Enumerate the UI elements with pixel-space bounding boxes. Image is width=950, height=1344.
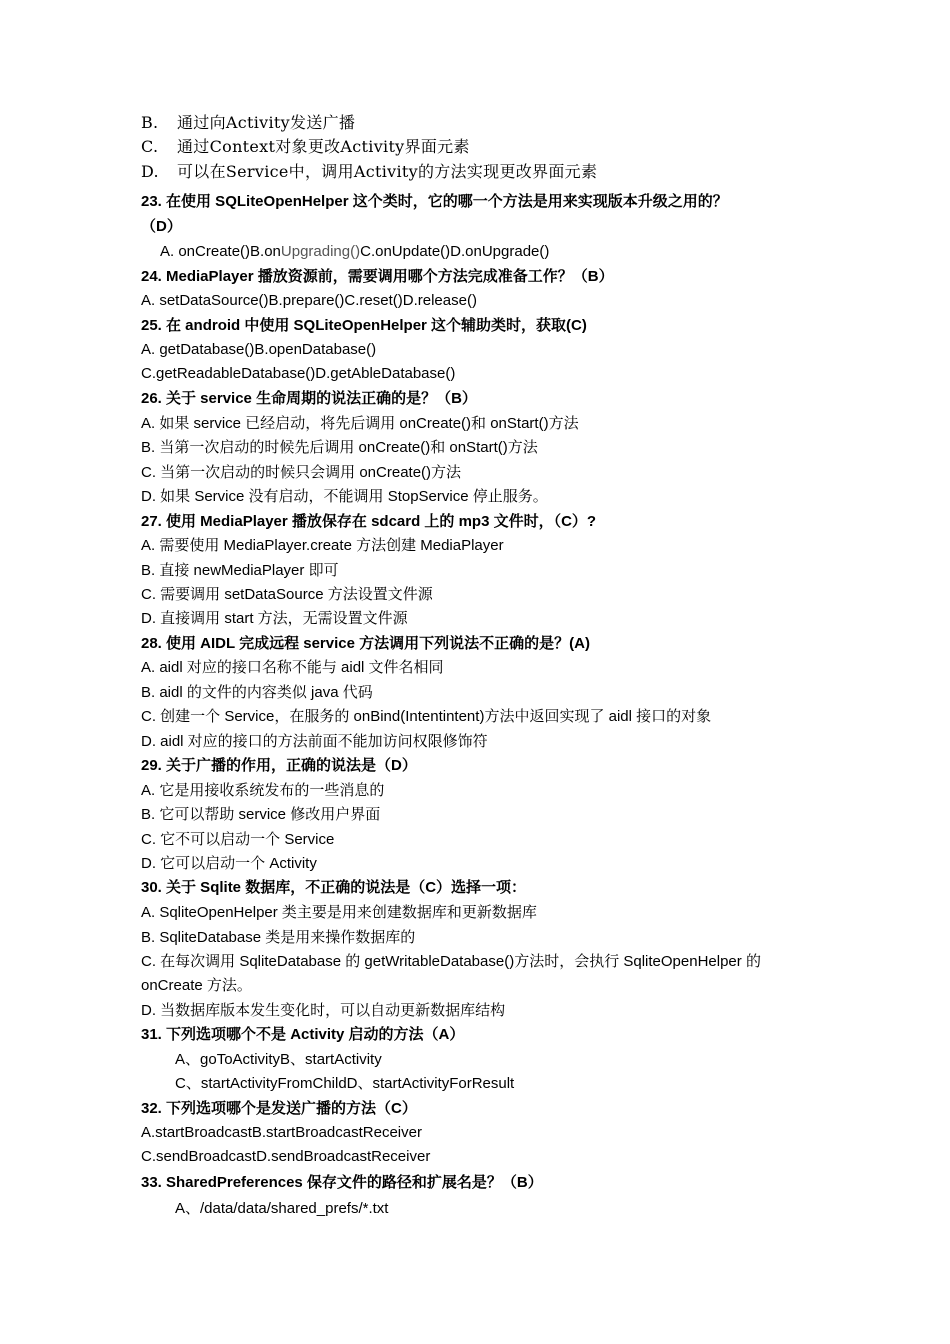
question-29: 29. 关于广播的作用，正确的说法是（D） bbox=[141, 757, 417, 774]
question-28-option-a: A. aidl 对应的接口名称不能与 aidl 文件名相同 bbox=[141, 659, 444, 676]
question-26-option-b: B. 当第一次启动的时候先后调用 onCreate()和 onStart()方法 bbox=[141, 439, 538, 456]
question-26-option-c: C. 当第一次启动的时候只会调用 onCreate()方法 bbox=[141, 464, 462, 481]
question-24: 24. MediaPlayer 播放资源前，需要调用哪个方法完成准备工作？（B） bbox=[141, 268, 614, 285]
question-29-option-c: C. 它不可以启动一个 Service bbox=[141, 831, 335, 848]
question-28-option-d: D. aidl 对应的接口的方法前面不能加访问权限修饰符 bbox=[141, 733, 488, 750]
question-26-option-d: D. 如果 Service 没有启动，不能调用 StopService 停止服务。 bbox=[141, 488, 548, 505]
question-31: 31. 下列选项哪个不是 Activity 启动的方法（A） bbox=[141, 1026, 465, 1043]
option-c: C. 通过Context对象更改Activity界面元素 bbox=[141, 137, 470, 156]
question-31-options-2: C、startActivityFromChildD、startActivityForResult bbox=[175, 1075, 515, 1092]
question-30-option-b: B. SqliteDatabase 类是用来操作数据库的 bbox=[141, 929, 416, 946]
question-28-option-c: C. 创建一个 Service，在服务的 onBind(Intentintent)方法中返回实现了 aidl 接口的对象 bbox=[141, 708, 712, 725]
question-33: 33. SharedPreferences 保存文件的路径和扩展名是？（B） bbox=[141, 1174, 543, 1191]
question-30-option-a: A. SqliteOpenHelper 类主要是用来创建数据库和更新数据库 bbox=[141, 904, 537, 921]
question-26-option-a: A. 如果 service 已经启动，将先后调用 onCreate()和 onStart()方法 bbox=[141, 415, 579, 432]
question-25-options-1: A. getDatabase()B.openDatabase() bbox=[141, 341, 377, 358]
question-33-option-a: A、/data/data/shared_prefs/*.txt bbox=[175, 1200, 389, 1217]
question-27-option-c: C. 需要调用 setDataSource 方法设置文件源 bbox=[141, 586, 433, 603]
question-29-option-a: A. 它是用接收系统发布的一些消息的 bbox=[141, 782, 385, 799]
question-23-options: A. onCreate()B.onUpgrading()C.onUpdate()D.onUpgrade() bbox=[160, 243, 550, 260]
question-23: 23. 在使用 SQLiteOpenHelper 这个类时，它的哪一个方法是用来实现版本升级之用的？ bbox=[141, 193, 728, 210]
question-30-option-c-cont: onCreate 方法。 bbox=[141, 977, 252, 994]
question-30: 30. 关于 Sqlite 数据库，不正确的说法是（C）选择一项： bbox=[141, 879, 527, 896]
question-32-options-2: C.sendBroadcastD.sendBroadcastReceiver bbox=[141, 1148, 431, 1165]
question-25-options-2: C.getReadableDatabase()D.getAbleDatabase() bbox=[141, 365, 456, 382]
question-26: 26. 关于 service 生命周期的说法正确的是？（B） bbox=[141, 390, 477, 407]
question-28: 28. 使用 AIDL 完成远程 service 方法调用下列说法不正确的是？(A) bbox=[141, 635, 590, 652]
question-29-option-d: D. 它可以启动一个 Activity bbox=[141, 855, 317, 872]
question-27-option-a: A. 需要使用 MediaPlayer.create 方法创建 MediaPlayer bbox=[141, 537, 504, 554]
option-b: B. 通过向Activity发送广播 bbox=[141, 113, 356, 132]
question-29-option-b: B. 它可以帮助 service 修改用户界面 bbox=[141, 806, 381, 823]
question-30-option-d: D. 当数据库版本发生变化时，可以自动更新数据库结构 bbox=[141, 1002, 506, 1019]
question-28-option-b: B. aidl 的文件的内容类似 java 代码 bbox=[141, 684, 373, 701]
question-32-options-1: A.startBroadcastB.startBroadcastReceiver bbox=[141, 1124, 422, 1141]
question-27-option-d: D. 直接调用 start 方法，无需设置文件源 bbox=[141, 610, 408, 627]
question-30-option-c: C. 在每次调用 SqliteDatabase 的 getWritableDatabase()方法时，会执行 SqliteOpenHelper 的 bbox=[141, 953, 761, 970]
question-32: 32. 下列选项哪个是发送广播的方法（C） bbox=[141, 1100, 417, 1117]
question-24-options: A. setDataSource()B.prepare()C.reset()D.release() bbox=[141, 292, 477, 309]
question-27: 27. 使用 MediaPlayer 播放保存在 sdcard 上的 mp3 文件时，（C）? bbox=[141, 513, 597, 530]
option-d: D. 可以在Service中，调用Activity的方法实现更改界面元素 bbox=[141, 162, 598, 181]
question-31-options-1: A、goToActivityB、startActivity bbox=[175, 1051, 382, 1068]
question-23-answer: （D） bbox=[141, 218, 182, 235]
question-25: 25. 在 android 中使用 SQLiteOpenHelper 这个辅助类时，获取(C) bbox=[141, 317, 587, 334]
question-27-option-b: B. 直接 newMediaPlayer 即可 bbox=[141, 562, 339, 579]
